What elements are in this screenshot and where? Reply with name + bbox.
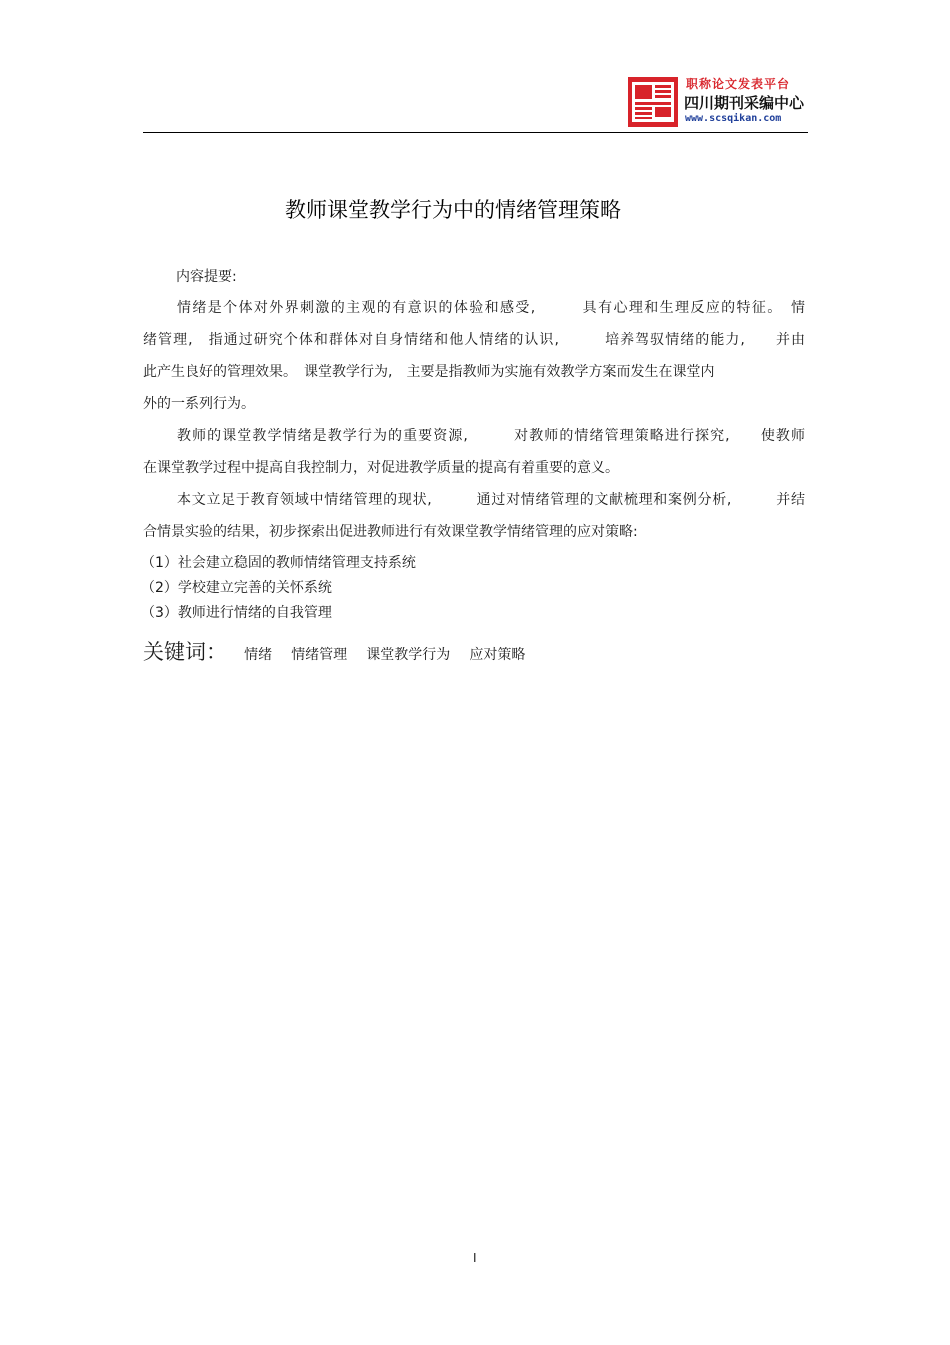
logo-name: 四川期刊采编中心: [684, 94, 805, 112]
paragraph-line: 教师的课堂教学情绪是教学行为的重要资源, 对教师的情绪管理策略进行探究, 使教师: [177, 428, 805, 444]
paragraph-line: 此产生良好的管理效果。 课堂教学行为, 主要是指教师为实施有效教学方案而发生在课堂内: [143, 364, 715, 380]
keyword: 应对策略: [469, 647, 526, 663]
list-item: （2）学校建立完善的关怀系统: [141, 580, 332, 596]
paragraph-line: 在课堂教学过程中提高自我控制力，对促进教学质量的提高有着重要的意义。: [143, 460, 619, 476]
paragraph-line: 本文立足于教育领域中情绪管理的现状, 通过对情绪管理的文献梳理和案例分析, 并结: [177, 492, 805, 508]
keyword: 情绪: [244, 647, 273, 663]
header-rule: [143, 132, 808, 133]
list-item: （1）社会建立稳固的教师情绪管理支持系统: [141, 555, 416, 571]
paragraph-line: 合情景实验的结果，初步探索出促进教师进行有效课堂教学情绪管理的应对策略:: [143, 524, 638, 540]
page-title: 教师课堂教学行为中的情绪管理策略: [285, 198, 621, 222]
logo-url: www.scsqikan.com: [685, 113, 782, 124]
abstract-paragraph-3: [143, 484, 805, 548]
abstract-paragraph-2: [143, 420, 805, 484]
logo-tagline: 职称论文发表平台: [686, 77, 791, 91]
abstract-paragraph-1: [143, 292, 805, 420]
keyword: 情绪管理: [291, 647, 348, 663]
page-number: I: [473, 1251, 477, 1265]
newspaper-icon: [628, 77, 678, 127]
abstract-label: 内容提要:: [176, 269, 237, 285]
paragraph-line: 外的一系列行为。: [143, 396, 255, 412]
keywords-label: 关键词：: [143, 640, 227, 664]
keyword: 课堂教学行为: [366, 647, 451, 663]
keywords-row: [143, 636, 525, 666]
paragraph-line: 绪管理, 指通过研究个体和群体对自身情绪和他人情绪的认识, 培养驾驭情绪的能力, 并由: [143, 332, 805, 348]
publisher-logo: [628, 75, 813, 129]
strategy-list: [141, 551, 416, 626]
paragraph-line: 情绪是个体对外界刺激的主观的有意识的体验和感受, 具有心理和生理反应的特征。 情: [177, 300, 805, 316]
list-item: （3）教师进行情绪的自我管理: [141, 605, 332, 621]
